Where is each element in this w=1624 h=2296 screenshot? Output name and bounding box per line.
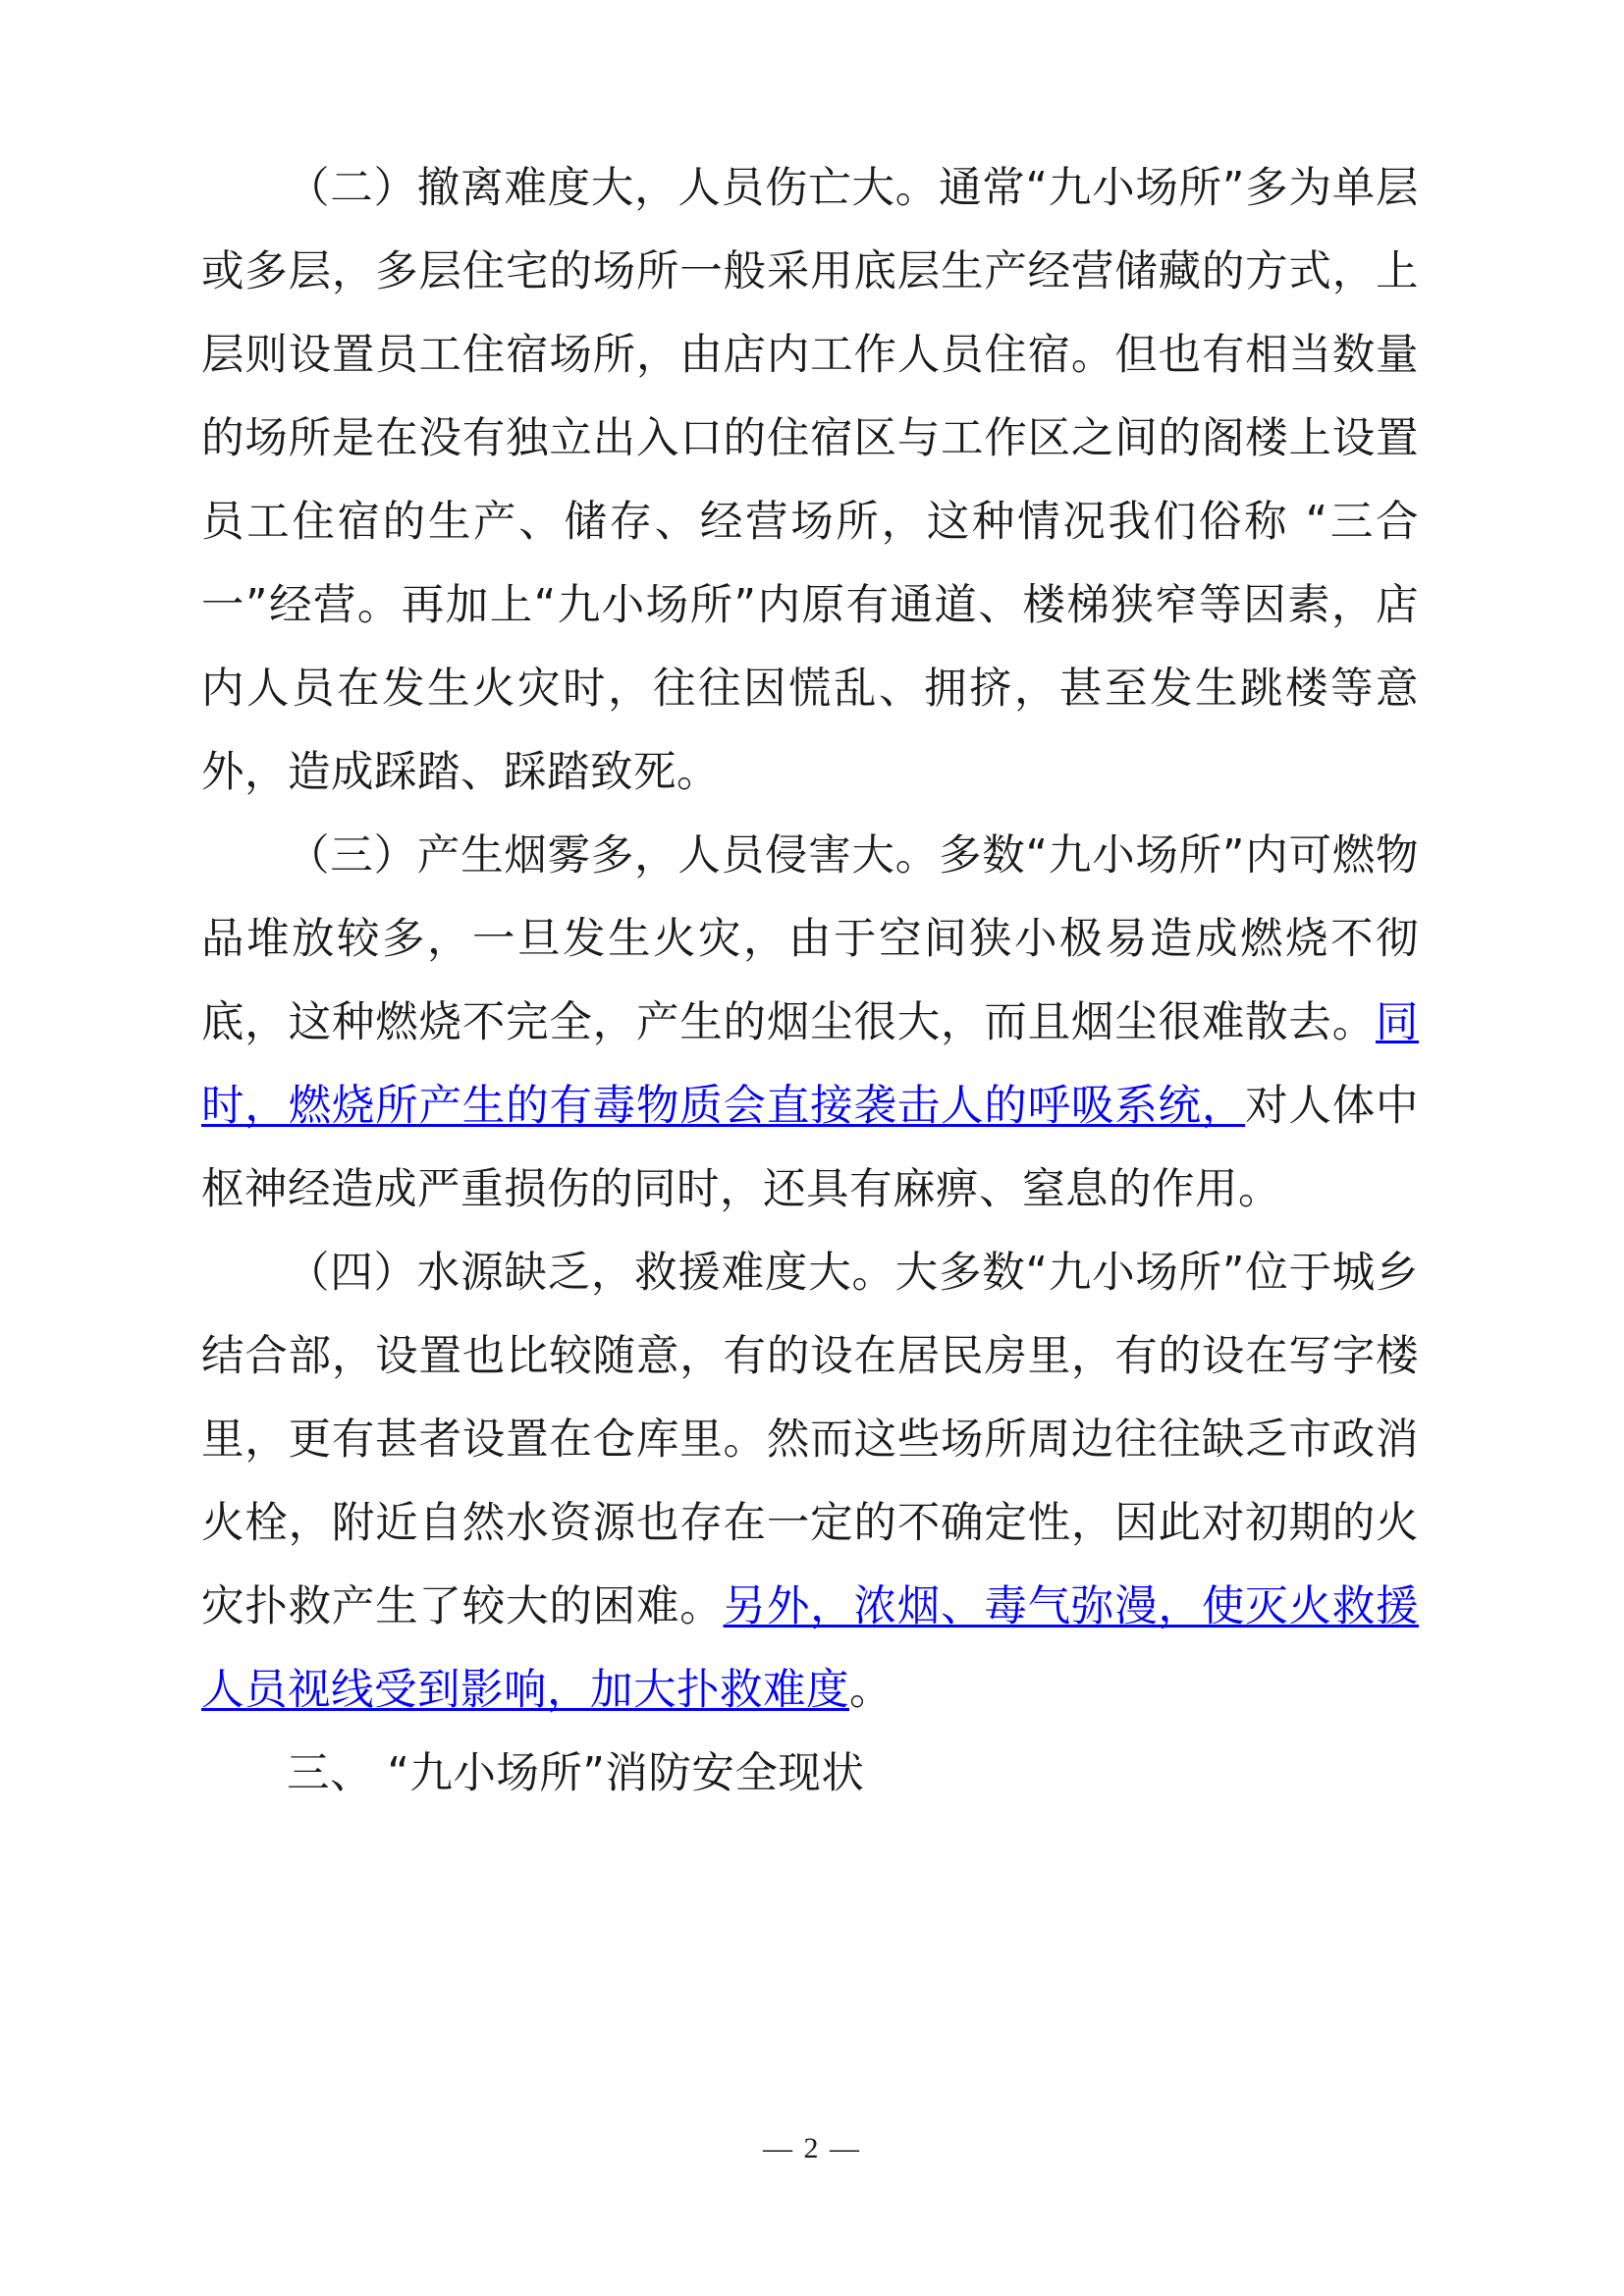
- paragraph-two: [201, 147, 1419, 815]
- hyperlink-smoke-visibility[interactable]: 另外，浓烟、毒气弥漫，使灭火救援人员视线受到影响，加大扑救难度: [201, 1582, 1420, 1715]
- hyperlink-toxic-substances[interactable]: 同时，燃烧所产生的有毒物质会直接袭击人的呼吸系统，: [201, 998, 1419, 1131]
- paragraph-four: [201, 1232, 1419, 1733]
- section-heading-three: 三、 “九小场所”消防安全现状: [287, 1749, 865, 1798]
- document-body: [201, 147, 1419, 1816]
- paragraph-three: [201, 815, 1419, 1232]
- paragraph-three-text-lead: （三）产生烟雾多，人员侵害大。多数“九小场所”内可燃物品堆放较多，一旦发生火灾，由于空间狭小极易造成燃烧不彻底，这种燃烧不完全，产生的烟尘很大，而且烟尘很难散去。: [201, 831, 1419, 1047]
- paragraph-four-text-lead: （四）水源缺乏，救援难度大。大多数“九小场所”位于城乡结合部，设置也比较随意，有的设在居民房里，有的设在写字楼里，更有甚者设置在仓库里。然而这些场所周边往往缺乏市政消火栓，附近自然水资源也存在一定的不确定性，因此对初期的火灾扑救产生了较大的困难。: [201, 1249, 1419, 1631]
- paragraph-three-text-tail: 对人体中枢神经造成严重损伤的同时，还具有麻痹、窒息的作用。: [201, 1082, 1420, 1214]
- paragraph-four-text-tail: 。: [849, 1666, 893, 1715]
- page-number-footer: — 2 —: [763, 2132, 861, 2164]
- paragraph-two-text: （二）撤离难度大，人员伤亡大。通常“九小场所”多为单层或多层，多层住宅的场所一般采用底层生产经营储藏的方式，上层则设置员工住宿场所，由店内工作人员住宿。但也有相当数量的场所是在没有独立出入口的住宿区与工作区之间的阁楼上设置员工住宿的生产、储存、经营场所，这种情况我们俗称 “三合一”经营。再加上“九小场所”内原有通道、楼梯狭窄等因素，店内人员在发生火灾时，往往因慌乱、拥挤，甚至发生跳楼等意外，造成踩踏、踩踏致死。: [201, 164, 1419, 797]
